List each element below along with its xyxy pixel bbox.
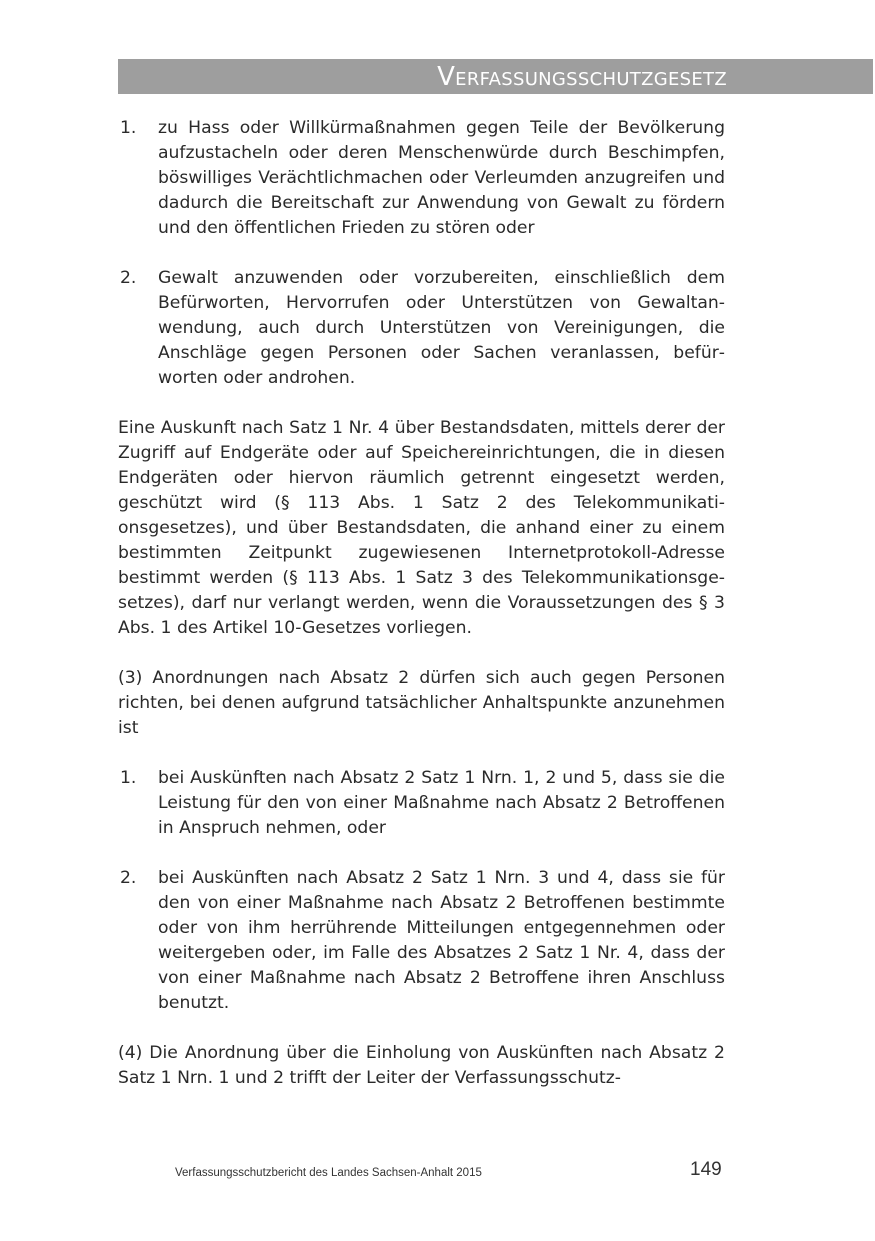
paragraph: Eine Auskunft nach Satz 1 Nr. 4 über Bestandsdaten, mittels derer der Zugriff auf Endgeräte oder auf Speichereinrichtungen, die in diesen Endgeräten oder hiervon räumlich getrennt eingesetzt werden, geschützt wird (§ 113 Abs. 1 Satz 2 des Telekommunikationsgesetzes), und über Bestandsdaten, die anhand einer zu einem bestimmten Zeitpunkt zugewiesenen Internetprotokoll-Adresse bestimmt werden (§ 113 Abs. 1 Satz 3 des Telekommunikationsgesetzes), darf nur verlangt werden, wenn die Voraussetzungen des § 3 Abs. 1 des Artikel 10-Gesetzes vorliegen. [118, 418, 725, 638]
list-item-text: bei Auskünften nach Absatz 2 Satz 1 Nrn. 1, 2 und 5, dass sie die Leistung für den von einer Maßnahme nach Absatz 2 Betroffenen in Anspruch nehmen, oder [158, 768, 725, 838]
page-header-title: Verfassungsschutzgesetz [437, 62, 727, 92]
footer-text: Verfassungsschutzbericht des Landes Sachsen-Anhalt 2015 [175, 1167, 482, 1179]
page-number: 149 [690, 1159, 722, 1180]
list-number: 2. [120, 268, 137, 288]
page-content [118, 116, 725, 1091]
list-item-text: bei Auskünften nach Absatz 2 Satz 1 Nrn. 3 und 4, dass sie für den von einer Maßnahme nach Absatz 2 Betroffenen bestimmte oder von ihm herrührende Mitteilungen entgegennehmen oder weitergeben oder, im Falle des Absatzes 2 Satz 1 Nr. 4, dass der von einer Maßnahme nach Absatz 2 Betroffene ihren Anschluss benutzt. [158, 868, 725, 1013]
list-number: 1. [120, 768, 137, 788]
list-item [118, 116, 725, 241]
list-item [118, 866, 725, 1016]
list-number: 2. [120, 868, 137, 888]
list-item-text: Gewalt anzuwenden oder vorzubereiten, einschließlich dem Befürworten, Hervorrufen oder Unterstützen von Gewaltanwendung, auch durch Unterstützen von Vereinigungen, die Anschläge gegen Personen oder Sachen veranlassen, befürworten oder androhen. [158, 268, 725, 388]
list-item [118, 766, 725, 841]
list-number: 1. [120, 118, 137, 138]
list-item-text: zu Hass oder Willkürmaßnahmen gegen Teile der Bevölkerung aufzustacheln oder deren Menschenwürde durch Beschimpfen, böswilliges Verächtlichmachen oder Verleumden anzugreifen und dadurch die Bereitschaft zur Anwendung von Gewalt zu fördern und den öffentlichen Frieden zu stören oder [158, 118, 725, 238]
list-item [118, 266, 725, 391]
paragraph: (3) Anordnungen nach Absatz 2 dürfen sich auch gegen Personen richten, bei denen aufgrund tatsächlicher Anhaltspunkte anzunehmen ist [118, 668, 725, 738]
paragraph: (4) Die Anordnung über die Einholung von Auskünften nach Absatz 2 Satz 1 Nrn. 1 und 2 trifft der Leiter der Verfassungsschutz- [118, 1043, 725, 1088]
